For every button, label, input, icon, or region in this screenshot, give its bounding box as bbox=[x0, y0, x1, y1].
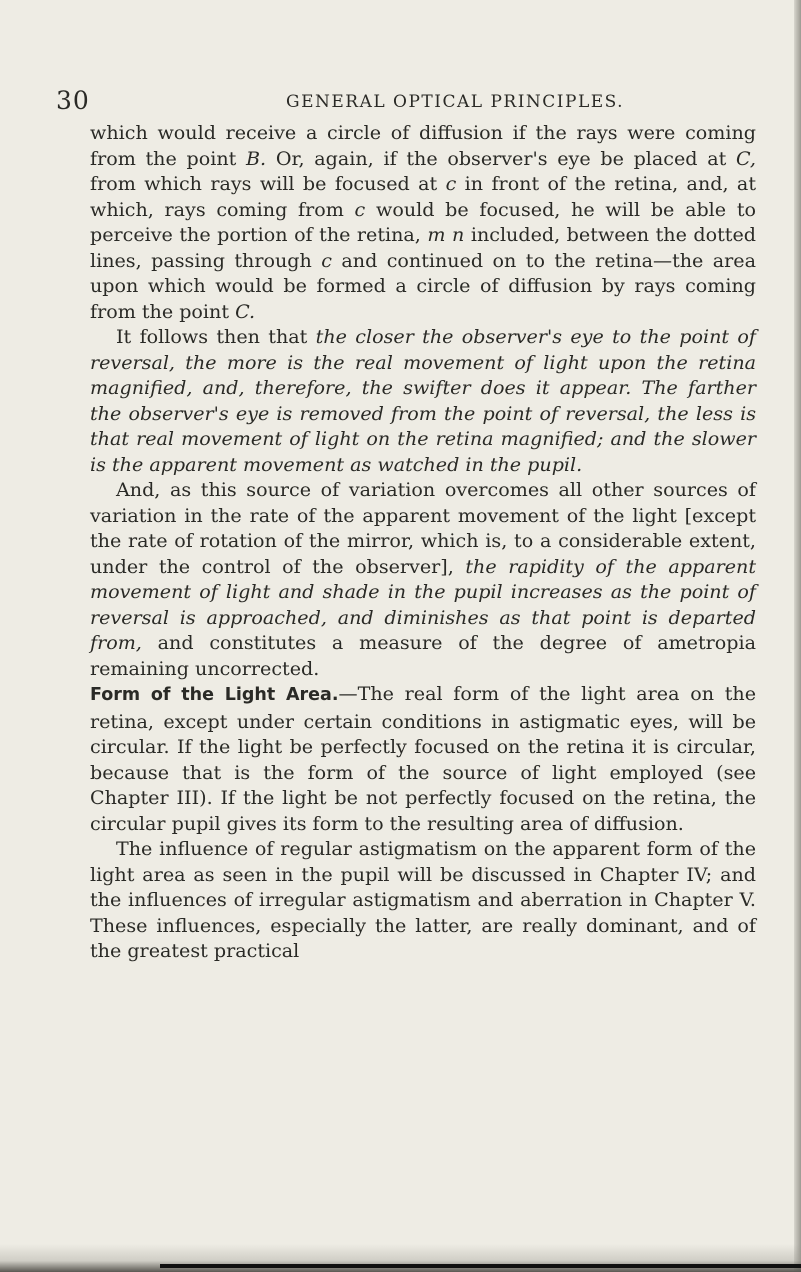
italic-text: C, bbox=[736, 146, 756, 170]
paragraph bbox=[90, 324, 756, 477]
italic-text: the rapidity of the apparent movement of light and shade in the pupil increases as the point of reversal is approached, and diminishes as that point is departed from, bbox=[90, 554, 756, 654]
text-run: —The real form of the light area on the retina, except under certain conditions in astigmatic eyes, will be circular. If the light be perfectly focused on the retina it is circular, because that is the form of the source of light employed (see Chapter III). If the light be not perfectly focused on the retina, the circular pupil gives its form to the resulting area of diffusion. bbox=[90, 682, 756, 835]
text-run: and continued on to the retina—the area upon which would be formed a circle of diffusion by rays coming from the point bbox=[90, 248, 756, 323]
text-run: would be focused, he will be able to perceive the portion of the retina, bbox=[90, 197, 756, 246]
page-edge-shadow bbox=[794, 0, 801, 1272]
body-text bbox=[90, 120, 756, 964]
text-run: included, between the dotted lines, passing through bbox=[90, 223, 756, 272]
page-header bbox=[56, 86, 756, 116]
paragraph bbox=[90, 681, 756, 836]
text-run: And, as this source of variation overcomes all other sources of variation in the rate of the apparent movement of the light [except the rate of rotation of the mirror, which is, to a considerable extent, under the control of the observer], bbox=[90, 478, 756, 578]
italic-text: c bbox=[321, 248, 332, 272]
paragraph bbox=[90, 120, 756, 324]
italic-text: c bbox=[445, 172, 457, 195]
italic-text: m n bbox=[427, 223, 465, 246]
section-heading: Form of the Light Area. bbox=[90, 685, 339, 705]
italic-text: B. bbox=[246, 146, 267, 170]
paragraph bbox=[90, 477, 756, 681]
text-run: Or, again, if the observer's eye be placed at bbox=[266, 146, 736, 170]
text-run: It follows then that bbox=[116, 325, 316, 348]
italic-text: the closer the observer's eye to the point of reversal, the more is the real movement of light upon the retina magnified, and, therefore, the swifter does it appear. The farther the observer's eye is removed from the point of reversal, the less is that real movement of light on the retina magnified; and the slower is the apparent movement as watched in the pupil. bbox=[90, 325, 756, 476]
text-run: and constitutes a measure of the degree of ametropia remaining uncorrected. bbox=[90, 631, 756, 680]
paragraph bbox=[90, 836, 756, 964]
text-run: which would receive a circle of diffusion if the rays were coming from the point bbox=[90, 121, 756, 170]
scan-bottom-bar bbox=[160, 1264, 801, 1268]
page-number: 30 bbox=[56, 86, 90, 115]
text-run: from which rays will be focused at bbox=[90, 172, 446, 195]
text-run: The influence of regular astigmatism on the apparent form of the light area as seen in the pupil will be discussed in Chapter IV; and the influences of irregular astigmatism and aberration in Chapter V. These influences, especially the latter, are really dominant, and of the greatest practical bbox=[90, 837, 756, 962]
italic-text: c bbox=[354, 197, 366, 221]
running-title: GENERAL OPTICAL PRINCIPLES. bbox=[286, 92, 625, 112]
italic-text: C. bbox=[235, 299, 256, 323]
text-run: in front of the retina, and, at which, rays coming from bbox=[90, 172, 756, 221]
